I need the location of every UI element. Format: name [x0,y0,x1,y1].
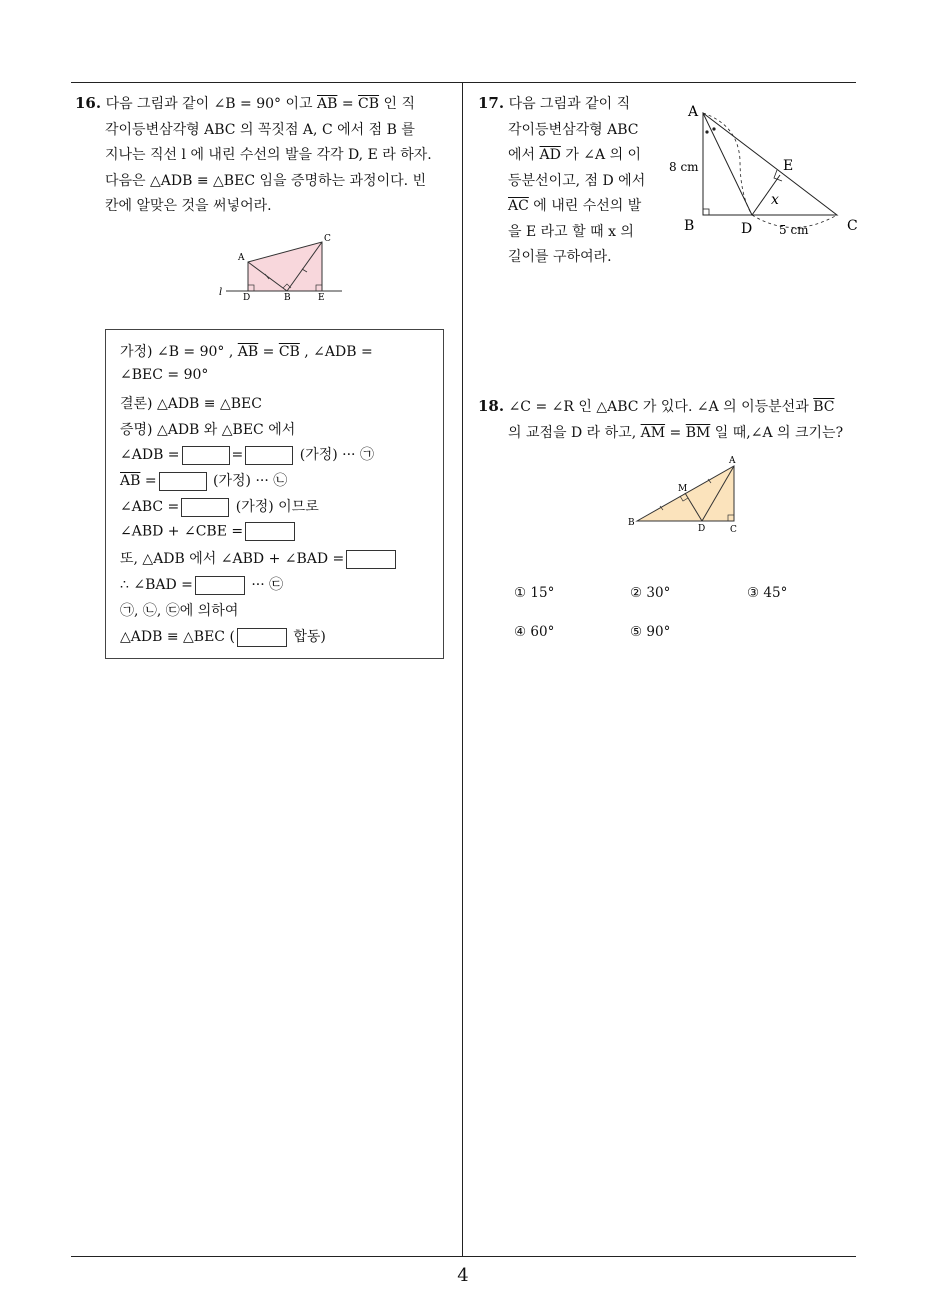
q18-number: 18. [478,397,505,415]
bottom-rule [71,1256,856,1257]
q18-text [478,394,868,446]
q18-label-c: C [730,525,737,535]
q17-line-4: 등분선이고, 점 D 에서 [508,172,646,189]
q17-triangle-abc [703,113,837,215]
q17-figure [668,100,863,240]
q18-figure [624,453,748,535]
blank-8[interactable] [237,628,287,647]
q16-line-3: 지나는 직선 l 에 내린 수선의 발을 각각 D, E 라 하자. [105,147,432,163]
proof-line-11: ㉠, ㉡, ㉢에 의하여 [120,603,239,619]
q18-seg-am: $\overline{AM}$ [640,424,666,441]
q17-label-e: E [783,158,794,174]
q18-choice-2[interactable]: ② 30° [630,585,671,601]
q17-label-dc-length: 5 cm [779,223,809,237]
q16-label-e: E [318,293,325,303]
q17-right-angle-b [703,209,709,215]
proof-line-10-a: ∴ ∠BAD = [120,577,193,593]
q17-label-b: B [684,218,695,234]
q17-label-x: x [771,192,779,208]
q17-seg-ac: $\overline{AC}$ [508,198,529,214]
proof-seg-ab: $\overline{AB}$ [237,344,259,360]
q17-line-5-text: 에 내린 수선의 발 [533,198,642,214]
proof-line-10-b: ··· ㉢ [251,577,284,593]
proof-line-6-b: (가정) ··· ㉡ [213,473,288,489]
q18-label-a: A [729,456,736,466]
top-rule [71,82,856,83]
q16-eq: = [341,96,354,112]
q16-proof-box [105,329,444,659]
blank-6[interactable] [346,550,396,569]
page-number: 4 [457,1265,469,1286]
q16-label-c: C [324,234,331,244]
proof-line-3: 결론) △ADB ≡ △BEC [120,396,262,412]
q17-label-c: C [847,218,858,234]
proof-line-1-a: 가정) ∠B = 90° , [120,344,234,360]
q16-label-a: A [238,253,245,263]
blank-5[interactable] [245,522,295,541]
proof-line-2: ∠BEC = 90° [120,367,209,383]
proof-line-5-b: = [231,447,244,463]
proof-line-12-a: △ADB ≡ △BEC ( [120,629,235,645]
q18-label-m: M [678,484,688,494]
q18-choice-4[interactable]: ④ 60° [514,624,555,640]
q17-number: 17. [478,94,505,112]
proof-line-7 [120,496,319,517]
q17-angle-mark-1 [705,130,708,133]
q16-text [75,91,459,220]
proof-line-5-a: ∠ADB = [120,447,180,463]
proof-eq: = [262,344,275,360]
q16-line-1-tail: 인 직 [383,96,415,112]
q18-choice-5[interactable]: ⑤ 90° [630,624,671,640]
q17-line-1: 다음 그림과 같이 직 [508,96,631,112]
proof-line-1 [120,341,373,361]
q17-seg-ad: $\overline{AD}$ [539,147,561,163]
proof-seg-cb: $\overline{CB}$ [278,344,300,360]
column-divider [462,83,463,1257]
q16-filled-quadrilateral [248,242,322,291]
q18-eq: = [669,424,682,441]
blank-7[interactable] [195,576,245,595]
q17-line-5 [478,194,678,220]
q16-line-5: 칸에 알맞은 것을 써넣어라. [105,198,272,214]
q17-line-2: 각이등변삼각형 ABC [508,121,639,138]
proof-line-7-a: ∠ABC = [120,499,180,515]
q18-line-2-a: 의 교점을 D 라 하고, [508,424,637,441]
q17-label-d: D [741,221,753,237]
q18-label-b: B [628,518,635,528]
q17-label-a: A [688,104,699,120]
q16-label-d: D [243,293,251,303]
q18-choice-1[interactable]: ① 15° [514,585,555,601]
q17-line-3-pre: 에서 [508,147,536,163]
q18-seg-bc: $\overline{BC}$ [813,399,835,415]
q18-line-2-b: 일 때,∠A 의 크기는? [714,424,844,441]
proof-line-6-a: = [144,473,157,489]
q18-seg-bm: $\overline{BM}$ [685,424,711,441]
q16-seg-ab: $\overline{AB}$ [317,96,338,112]
q17-line-3 [478,143,678,169]
q17-line-3-text: 가 ∠A 의 이 [565,147,642,163]
q16-line-4: 다음은 △ADB ≡ △BEC 임을 증명하는 과정이다. 빈 [105,172,427,189]
q17-angle-mark-2 [712,127,715,130]
q16-line-2: 각이등변삼각형 ABC 의 꼭짓점 A, C 에서 점 B 를 [105,121,415,138]
proof-line-8-text: ∠ABD + ∠CBE = [120,523,244,540]
proof-line-4: 증명) △ADB 와 △BEC 에서 [120,422,296,438]
q18-label-d: D [698,524,706,534]
q17-line-7: 길이를 구하여라. [508,249,612,265]
proof-line-8 [120,522,297,541]
proof-line-12 [120,626,326,647]
proof-line-5-c: (가정) ··· ㉠ [299,447,374,463]
q18-line-2 [478,421,868,447]
proof-line-10 [120,574,283,595]
blank-1[interactable] [182,446,230,465]
q16-label-l: l [219,287,223,298]
proof-line-12-b: 합동) [293,629,326,645]
blank-3[interactable] [159,472,207,491]
q18-line-1: ∠C = ∠R 인 △ABC 가 있다. ∠A 의 이등분선과 [508,399,809,415]
proof-line-1-b: , ∠ADB = [304,344,373,360]
q16-seg-cb: $\overline{CB}$ [358,96,380,112]
blank-4[interactable] [181,498,229,517]
proof-line-9-text: 또, △ADB 에서 ∠ABD + ∠BAD = [120,551,345,567]
q16-line-1: 다음 그림과 같이 ∠B = 90° 이고 [105,96,313,112]
proof-line-7-b: (가정) 이므로 [235,499,319,515]
q17-text [478,91,678,271]
q17-bisector-ad [703,113,752,215]
proof-line-9 [120,548,398,569]
q16-figure [218,230,348,305]
q16-label-b: B [284,293,291,303]
proof-line-6-seg: $\overline{AB}$ [120,473,141,489]
q17-line-6: 을 E 라고 할 때 x 의 [508,223,634,240]
proof-line-5 [120,444,374,465]
proof-line-6 [120,470,287,491]
q18-choice-3[interactable]: ③ 45° [747,585,788,601]
blank-2[interactable] [245,446,293,465]
q17-label-ab-length: 8 cm [669,160,699,174]
q16-number: 16. [75,94,102,112]
